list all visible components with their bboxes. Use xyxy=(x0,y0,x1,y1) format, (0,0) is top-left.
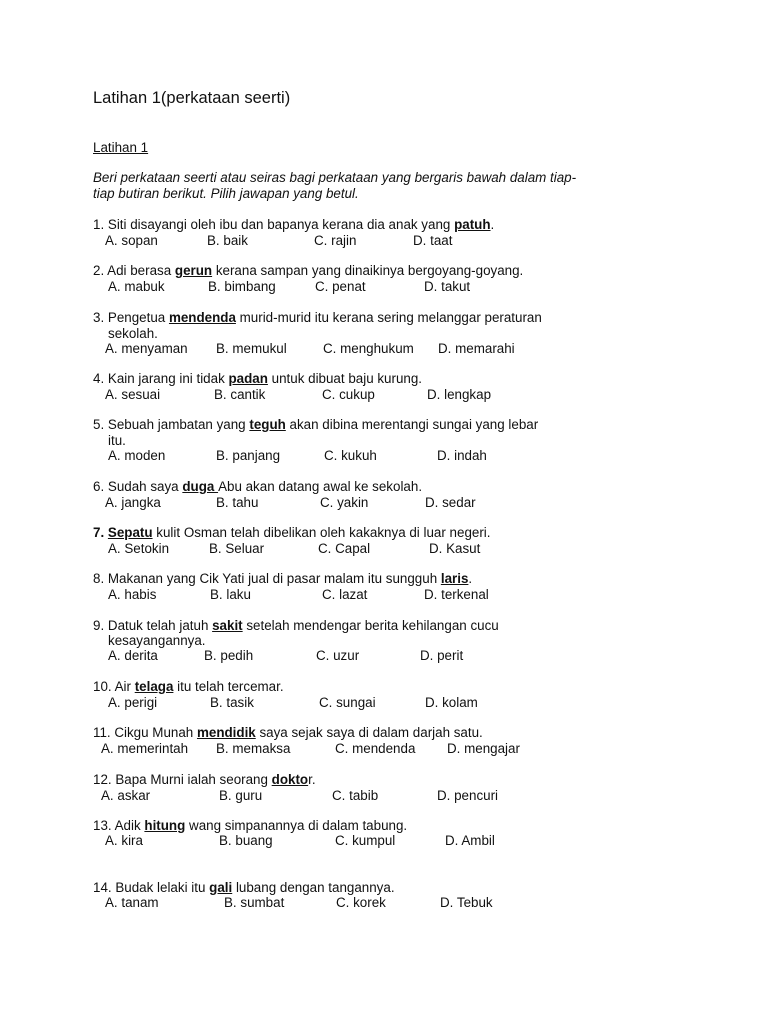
option-a: A. moden xyxy=(108,448,166,463)
question-number: 10. xyxy=(93,679,112,694)
option-c: C. uzur xyxy=(316,648,360,663)
keyword: padan xyxy=(228,371,268,386)
question-text: Pengetua xyxy=(104,310,169,325)
option-d: D. indah xyxy=(437,448,487,463)
question-text: Bapa Murni ialah seorang xyxy=(111,772,272,787)
keyword: gali xyxy=(209,880,233,895)
question-text: Adik xyxy=(111,818,145,833)
option-d: D. pencuri xyxy=(437,788,499,803)
option-a: A. tanam xyxy=(105,895,159,910)
option-b: B. Seluar xyxy=(209,541,265,556)
keyword: gerun xyxy=(174,263,213,278)
option-d: D. lengkap xyxy=(427,387,492,402)
question-7 xyxy=(93,525,491,541)
question-number: 13. xyxy=(93,818,112,833)
question-text: Datuk telah jatuh xyxy=(104,618,213,633)
option-d: D. perit xyxy=(420,648,464,663)
question-number: 12. xyxy=(93,772,112,787)
question-14 xyxy=(93,880,395,896)
question-text: Air xyxy=(111,679,135,694)
question-4 xyxy=(93,371,422,387)
option-d: D. mengajar xyxy=(447,741,520,756)
keyword: Sepatu xyxy=(107,525,153,540)
option-b: B. panjang xyxy=(216,448,281,463)
question-text: Siti disayangi oleh ibu dan bapanya kerana dia anak yang xyxy=(104,217,455,232)
option-c: C. lazat xyxy=(322,587,368,602)
option-d: D. taat xyxy=(413,233,453,248)
option-c: C. tabib xyxy=(332,788,379,803)
question-continuation: sekolah. xyxy=(108,326,158,341)
option-d: D. Ambil xyxy=(445,833,495,848)
keyword: mendenda xyxy=(168,310,236,325)
option-a: A. askar xyxy=(101,788,151,803)
keyword: sakit xyxy=(212,618,243,633)
question-3 xyxy=(93,310,542,326)
option-d: D. kolam xyxy=(425,695,478,710)
instruction-text: Beri perkataan seerti atau seiras bagi perkataan yang bergaris bawah dalam tiap-tiap butiran berikut. Pilih jawapan yang betul. xyxy=(93,170,577,201)
option-c: C. yakin xyxy=(320,495,369,510)
option-b: B. laku xyxy=(210,587,251,602)
page-title: Latihan 1(perkataan seerti) xyxy=(93,89,291,107)
question-2 xyxy=(93,263,523,279)
question-number: 5. xyxy=(93,417,105,432)
option-b: B. memukul xyxy=(216,341,287,356)
keyword: duga xyxy=(182,479,219,494)
option-a: A. perigi xyxy=(108,695,158,710)
keyword: mendidik xyxy=(196,725,256,740)
option-b: B. baik xyxy=(207,233,248,248)
question-text: Sebuah jambatan yang xyxy=(104,417,250,432)
question-number: 4. xyxy=(93,371,105,386)
question-text: Budak lelaki itu xyxy=(111,880,210,895)
keyword: patuh xyxy=(454,217,491,232)
option-a: A. menyaman xyxy=(105,341,188,356)
question-continuation: kesayangannya. xyxy=(108,633,206,648)
option-a: A. jangka xyxy=(105,495,161,510)
question-5 xyxy=(93,417,538,433)
option-a: A. sesuai xyxy=(105,387,161,402)
question-number: 3. xyxy=(93,310,105,325)
option-a: A. habis xyxy=(108,587,157,602)
option-d: D. Kasut xyxy=(429,541,481,556)
question-text-end: untuk dibuat baju kurung. xyxy=(267,371,423,386)
question-10 xyxy=(93,679,284,695)
question-6 xyxy=(93,479,422,495)
question-text-end: r. xyxy=(308,772,316,787)
question-13 xyxy=(93,818,407,834)
option-c: C. penat xyxy=(315,279,366,294)
keyword: laris xyxy=(440,571,469,586)
keyword: teguh xyxy=(249,417,286,432)
question-text-end: Abu akan datang awal ke sekolah. xyxy=(218,479,423,494)
question-number: 9. xyxy=(93,618,105,633)
option-d: D. takut xyxy=(424,279,471,294)
keyword: dokto xyxy=(271,772,309,787)
option-b: B. buang xyxy=(219,833,273,848)
question-text-end: setelah mendengar berita kehilangan cucu xyxy=(242,618,499,633)
option-c: C. korek xyxy=(336,895,386,910)
question-number: 1. xyxy=(93,217,105,232)
question-text-end: kerana sampan yang dinaikinya bergoyang-goyang. xyxy=(212,263,524,278)
option-c: C. mendenda xyxy=(335,741,416,756)
question-number: 14. xyxy=(93,880,112,895)
question-text-end: . xyxy=(490,217,495,232)
question-1 xyxy=(93,217,494,233)
option-b: B. sumbat xyxy=(224,895,285,910)
question-number: 8. xyxy=(93,571,105,586)
option-c: C. kukuh xyxy=(324,448,377,463)
question-11 xyxy=(93,725,483,741)
question-number: 2. xyxy=(93,263,105,278)
option-b: B. guru xyxy=(219,788,263,803)
keyword: hitung xyxy=(144,818,186,833)
question-text: Cikgu Munah xyxy=(110,725,197,740)
question-number: 6. xyxy=(93,479,105,494)
question-continuation: itu. xyxy=(108,433,126,448)
question-text-end: kulit Osman telah dibelikan oleh kakaknya di luar negeri. xyxy=(152,525,491,540)
option-b: B. memaksa xyxy=(216,741,291,756)
option-b: B. cantik xyxy=(214,387,266,402)
option-c: C. cukup xyxy=(322,387,375,402)
question-text-end: murid-murid itu kerana sering melanggar peraturan xyxy=(235,310,542,325)
option-a: A. kira xyxy=(105,833,143,848)
question-12 xyxy=(93,772,316,788)
option-d: D. Tebuk xyxy=(440,895,493,910)
option-a: A. mabuk xyxy=(108,279,165,294)
question-8 xyxy=(93,571,472,587)
option-a: A. Setokin xyxy=(108,541,170,556)
section-subtitle: Latihan 1 xyxy=(93,140,149,155)
question-number: 11. xyxy=(93,725,111,740)
option-b: B. tahu xyxy=(216,495,259,510)
question-text: Adi berasa xyxy=(104,263,175,278)
question-text-end: wang simpanannya di dalam tabung. xyxy=(185,818,408,833)
question-text: Kain jarang ini tidak xyxy=(104,371,229,386)
option-d: D. terkenal xyxy=(424,587,489,602)
option-c: C. rajin xyxy=(314,233,357,248)
question-text-end: itu telah tercemar. xyxy=(173,679,284,694)
question-text: Sudah saya xyxy=(104,479,183,494)
question-text: Makanan yang Cik Yati jual di pasar malam itu sungguh xyxy=(104,571,441,586)
option-c: C. sungai xyxy=(319,695,376,710)
option-d: D. sedar xyxy=(425,495,476,510)
question-text-end: saya sejak saya di dalam darjah satu. xyxy=(255,725,483,740)
option-a: A. derita xyxy=(108,648,158,663)
option-a: A. memerintah xyxy=(101,741,189,756)
keyword: telaga xyxy=(134,679,174,694)
option-b: B. tasik xyxy=(210,695,254,710)
question-text-end: . xyxy=(468,571,473,586)
option-d: D. memarahi xyxy=(438,341,515,356)
option-b: B. pedih xyxy=(204,648,254,663)
option-c: C. Capal xyxy=(318,541,371,556)
option-a: A. sopan xyxy=(105,233,158,248)
question-text-end: lubang dengan tangannya. xyxy=(232,880,395,895)
option-c: C. menghukum xyxy=(323,341,414,356)
option-b: B. bimbang xyxy=(208,279,276,294)
question-9 xyxy=(93,618,499,634)
question-text-end: akan dibina merentangi sungai yang lebar xyxy=(285,417,539,432)
question-number: 7. xyxy=(93,525,105,540)
option-c: C. kumpul xyxy=(335,833,396,848)
